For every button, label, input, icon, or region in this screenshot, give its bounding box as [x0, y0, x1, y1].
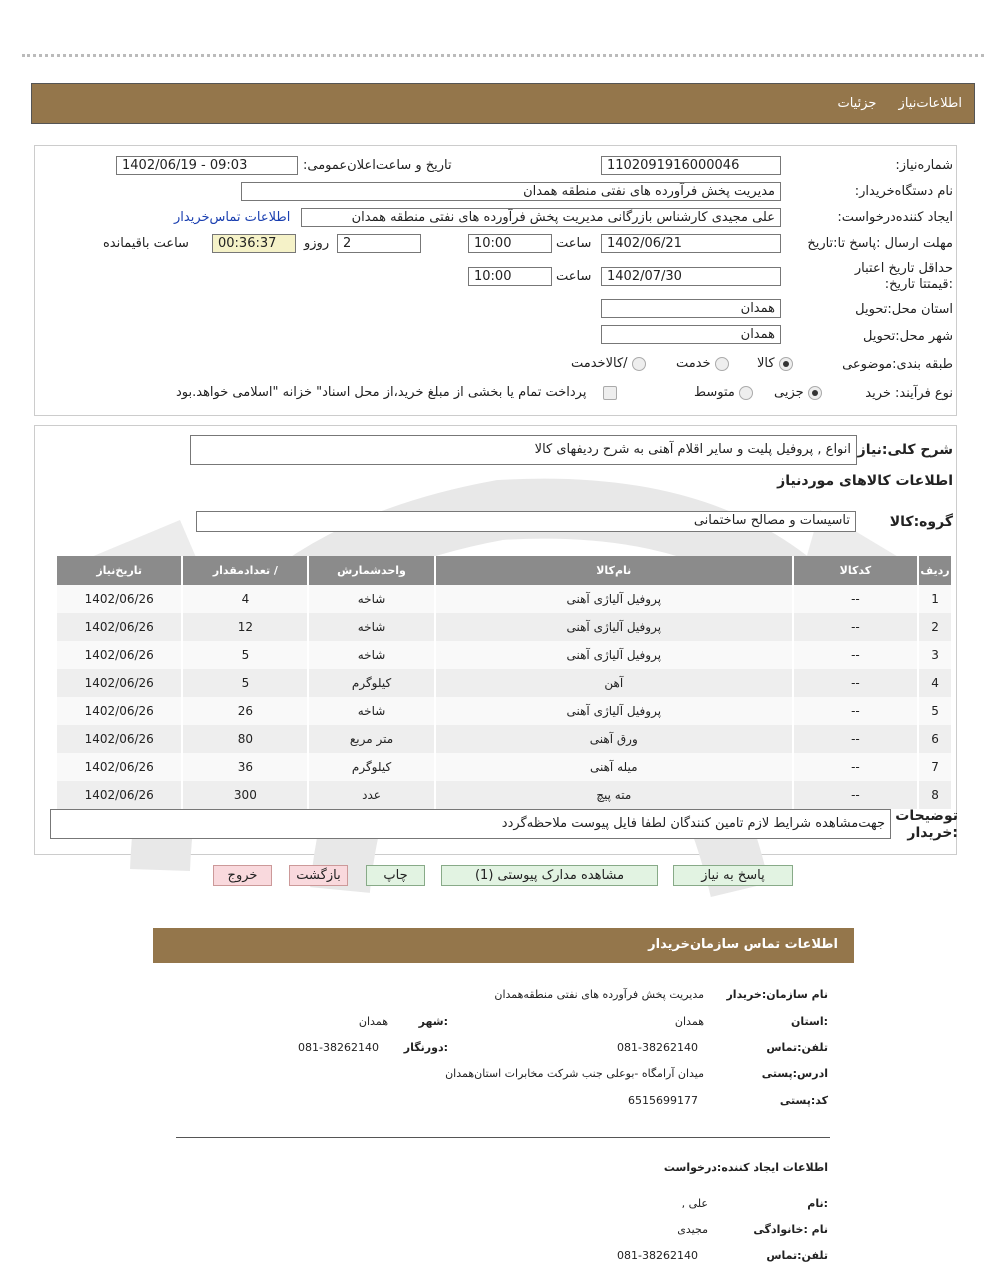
validity-label: حداقل تاریخ اعتبار :قیمتتا تاریخ: [854, 261, 953, 292]
item-date: 1402/06/26 [56, 641, 182, 669]
service-radio[interactable] [715, 357, 729, 371]
item-code: -- [793, 613, 918, 641]
partial-radio-label: جزیی [774, 385, 804, 400]
table-row [56, 613, 951, 641]
item-name: پروفیل آلیاژی آهنی [435, 585, 793, 613]
row-number: 4 [918, 669, 951, 697]
creator-phone-label: تلفن:تماس [766, 1249, 828, 1262]
process-partial-option[interactable] [774, 385, 822, 400]
col-name: نام‌کالا [435, 556, 793, 585]
category-both-option[interactable] [571, 356, 646, 371]
goods-radio-label: کالا [757, 356, 775, 371]
item-qty: 300 [182, 781, 308, 809]
item-date: 1402/06/26 [56, 697, 182, 725]
buyer-notes-field: جهت‌مشاهده شرایط لازم تامین کنندگان لطفا فایل پیوست ملاحظه‌گردد [50, 809, 891, 839]
validity-time-label: ساعت [556, 269, 592, 284]
contact-title: اطلاعات تماس سازمان‌خریدار [648, 937, 838, 952]
goods-table-header [56, 556, 951, 585]
goods-table [55, 556, 951, 809]
goods-radio[interactable] [779, 357, 793, 371]
summary-label: شرح کلی:نیاز [857, 442, 953, 458]
contact-city-value: همدان [358, 1015, 388, 1028]
announce-date-label: تاریخ و ساعت‌اعلان‌عمومی: [303, 158, 452, 173]
deadline-time-label: ساعت [556, 236, 592, 251]
item-qty: 80 [182, 725, 308, 753]
process-medium-option[interactable] [694, 385, 753, 400]
contact-fax-label: :دورنگار [403, 1041, 448, 1054]
validity-time-field: 10:00 [468, 267, 552, 286]
item-name: ورق آهنی [435, 725, 793, 753]
goods-group-field: تاسیسات و مصالح ساختمانی [196, 511, 856, 532]
contact-divider [176, 1137, 830, 1138]
remaining-time-field: 00:36:37 [212, 234, 296, 253]
days-field: 2 [337, 234, 421, 253]
medium-radio-label: متوسط [694, 385, 735, 400]
remaining-label: ساعت باقیمانده [103, 236, 189, 251]
contact-phone-value: 081-38262140 [617, 1041, 698, 1054]
row-number: 1 [918, 585, 951, 613]
summary-field: انواع , پروفیل پلیت و سایر اقلام آهنی به شرح ردیفهای کالا [190, 435, 857, 465]
item-code: -- [793, 641, 918, 669]
row-number: 2 [918, 613, 951, 641]
partial-radio[interactable] [808, 386, 822, 400]
back-button[interactable]: بازگشت [289, 865, 348, 886]
payment-checkbox[interactable] [603, 386, 617, 400]
org-value: مدیریت پخش فرآورده های نفتی منطقه‌همدان [494, 988, 704, 1001]
col-qty: / تعدادمقدار [182, 556, 308, 585]
category-label: طبقه بندی:موضوعی [842, 357, 953, 372]
payment-note[interactable] [176, 385, 617, 400]
table-row [56, 585, 951, 613]
city-label: شهر محل:تحویل [863, 329, 953, 344]
table-row [56, 781, 951, 809]
page-header [31, 83, 975, 124]
buyer-notes-label: توضیحات :خریدار [895, 808, 958, 841]
need-number-field: 1102091916000046 [601, 156, 781, 175]
contact-phone-label: تلفن:تماس [766, 1041, 828, 1054]
row-number: 3 [918, 641, 951, 669]
table-row [56, 641, 951, 669]
contact-province-value: همدان [674, 1015, 704, 1028]
item-unit: شاخه [308, 613, 434, 641]
row-number: 5 [918, 697, 951, 725]
item-unit: کیلوگرم [308, 669, 434, 697]
item-qty: 36 [182, 753, 308, 781]
process-type-label: نوع فرآیند: خرید [865, 386, 953, 401]
deadline-time-field: 10:00 [468, 234, 552, 253]
row-number: 8 [918, 781, 951, 809]
item-date: 1402/06/26 [56, 725, 182, 753]
goods-group-label: گروه:کالا [889, 514, 953, 530]
validity-date-field: 1402/07/30 [601, 267, 781, 286]
item-date: 1402/06/26 [56, 585, 182, 613]
postal-value: 6515699177 [628, 1094, 698, 1107]
contact-fax-value: 081-38262140 [298, 1041, 379, 1054]
item-code: -- [793, 669, 918, 697]
item-qty: 4 [182, 585, 308, 613]
table-row [56, 697, 951, 725]
item-qty: 26 [182, 697, 308, 725]
category-goods-option[interactable] [757, 356, 793, 371]
item-code: -- [793, 781, 918, 809]
creator-name-label: :نام [807, 1197, 828, 1210]
item-code: -- [793, 753, 918, 781]
creator-info-title: اطلاعات ایجاد کننده:درخواست [663, 1161, 828, 1174]
item-date: 1402/06/26 [56, 753, 182, 781]
print-button[interactable]: چاپ [366, 865, 425, 886]
both-radio-label: /کالاخدمت [571, 356, 628, 371]
item-code: -- [793, 585, 918, 613]
row-number: 7 [918, 753, 951, 781]
goods-info-title: اطلاعات کالاهای موردنیاز [777, 473, 953, 489]
col-date: تاریخ‌نیاز [56, 556, 182, 585]
col-row: ردیف [918, 556, 951, 585]
reply-button[interactable]: پاسخ به نیاز [673, 865, 793, 886]
top-divider [22, 54, 984, 57]
item-date: 1402/06/26 [56, 613, 182, 641]
row-number: 6 [918, 725, 951, 753]
item-code: -- [793, 697, 918, 725]
item-unit: عدد [308, 781, 434, 809]
buyer-contact-link[interactable]: اطلاعات تماس‌خریدار [174, 210, 291, 225]
item-unit: شاخه [308, 585, 434, 613]
item-name: پروفیل آلیاژی آهنی [435, 697, 793, 725]
table-row [56, 725, 951, 753]
postal-label: کد:پستی [779, 1094, 828, 1107]
buyer-org-label: نام دستگاه‌خریدار: [854, 184, 953, 199]
item-name: پروفیل آلیاژی آهنی [435, 613, 793, 641]
contact-header [153, 928, 854, 963]
contact-province-label: :استان [791, 1015, 828, 1028]
item-code: -- [793, 725, 918, 753]
item-qty: 5 [182, 641, 308, 669]
city-field: همدان [601, 325, 781, 344]
item-qty: 5 [182, 669, 308, 697]
col-code: کدکالا [793, 556, 918, 585]
table-row [56, 753, 951, 781]
item-name: پروفیل آلیاژی آهنی [435, 641, 793, 669]
creator-family-value: مجیدی [677, 1223, 708, 1236]
address-value: میدان آرامگاه -بوعلی جنب شرکت مخابرات استان‌همدان [445, 1067, 704, 1080]
creator-label: ایجاد کننده‌درخواست: [837, 210, 953, 225]
item-name: آهن [435, 669, 793, 697]
table-row [56, 669, 951, 697]
item-name: میله آهنی [435, 753, 793, 781]
deadline-label: مهلت ارسال :پاسخ تا:تاریخ [807, 236, 953, 251]
both-radio[interactable] [632, 357, 646, 371]
province-label: استان محل:تحویل [855, 302, 953, 317]
item-date: 1402/06/26 [56, 781, 182, 809]
contact-city-label: :شهر [418, 1015, 448, 1028]
announce-date-field: 1402/06/19 - 09:03 [116, 156, 298, 175]
province-field: همدان [601, 299, 781, 318]
days-label: روزو [304, 236, 330, 251]
item-name: مته پیچ [435, 781, 793, 809]
tab-details[interactable]: جزئیات [837, 96, 877, 111]
item-unit: شاخه [308, 641, 434, 669]
creator-phone-value: 081-38262140 [617, 1249, 698, 1262]
item-qty: 12 [182, 613, 308, 641]
payment-note-text: پرداخت تمام یا بخشی از مبلغ خرید،از محل اسناد" خزانه "اسلامی خواهد.بود [176, 385, 587, 400]
category-service-option[interactable] [676, 356, 729, 371]
item-unit: کیلوگرم [308, 753, 434, 781]
creator-family-label: نام :خانوادگی [753, 1223, 828, 1236]
col-unit: واحدشمارش [308, 556, 434, 585]
medium-radio[interactable] [739, 386, 753, 400]
view-attachments-button[interactable]: مشاهده مدارک پیوستی (1) [441, 865, 658, 886]
item-date: 1402/06/26 [56, 669, 182, 697]
creator-field: علی مجیدی کارشناس بازرگانی مدیریت پخش فرآورده های نفتی منطقه همدان [301, 208, 781, 227]
address-label: ادرس:پستی [761, 1067, 828, 1080]
need-number-label: شماره‌نیاز: [895, 158, 953, 173]
creator-name-value: علی , [681, 1197, 708, 1210]
buyer-org-field: مدیریت پخش فرآورده های نفتی منطقه همدان [241, 182, 781, 201]
service-radio-label: خدمت [676, 356, 711, 371]
exit-button[interactable]: خروج [213, 865, 272, 886]
org-label: نام سازمان:خریدار [726, 988, 828, 1001]
item-unit: متر مربع [308, 725, 434, 753]
deadline-date-field: 1402/06/21 [601, 234, 781, 253]
item-unit: شاخه [308, 697, 434, 725]
tab-need-info[interactable]: اطلاعات‌نیاز [898, 96, 962, 111]
